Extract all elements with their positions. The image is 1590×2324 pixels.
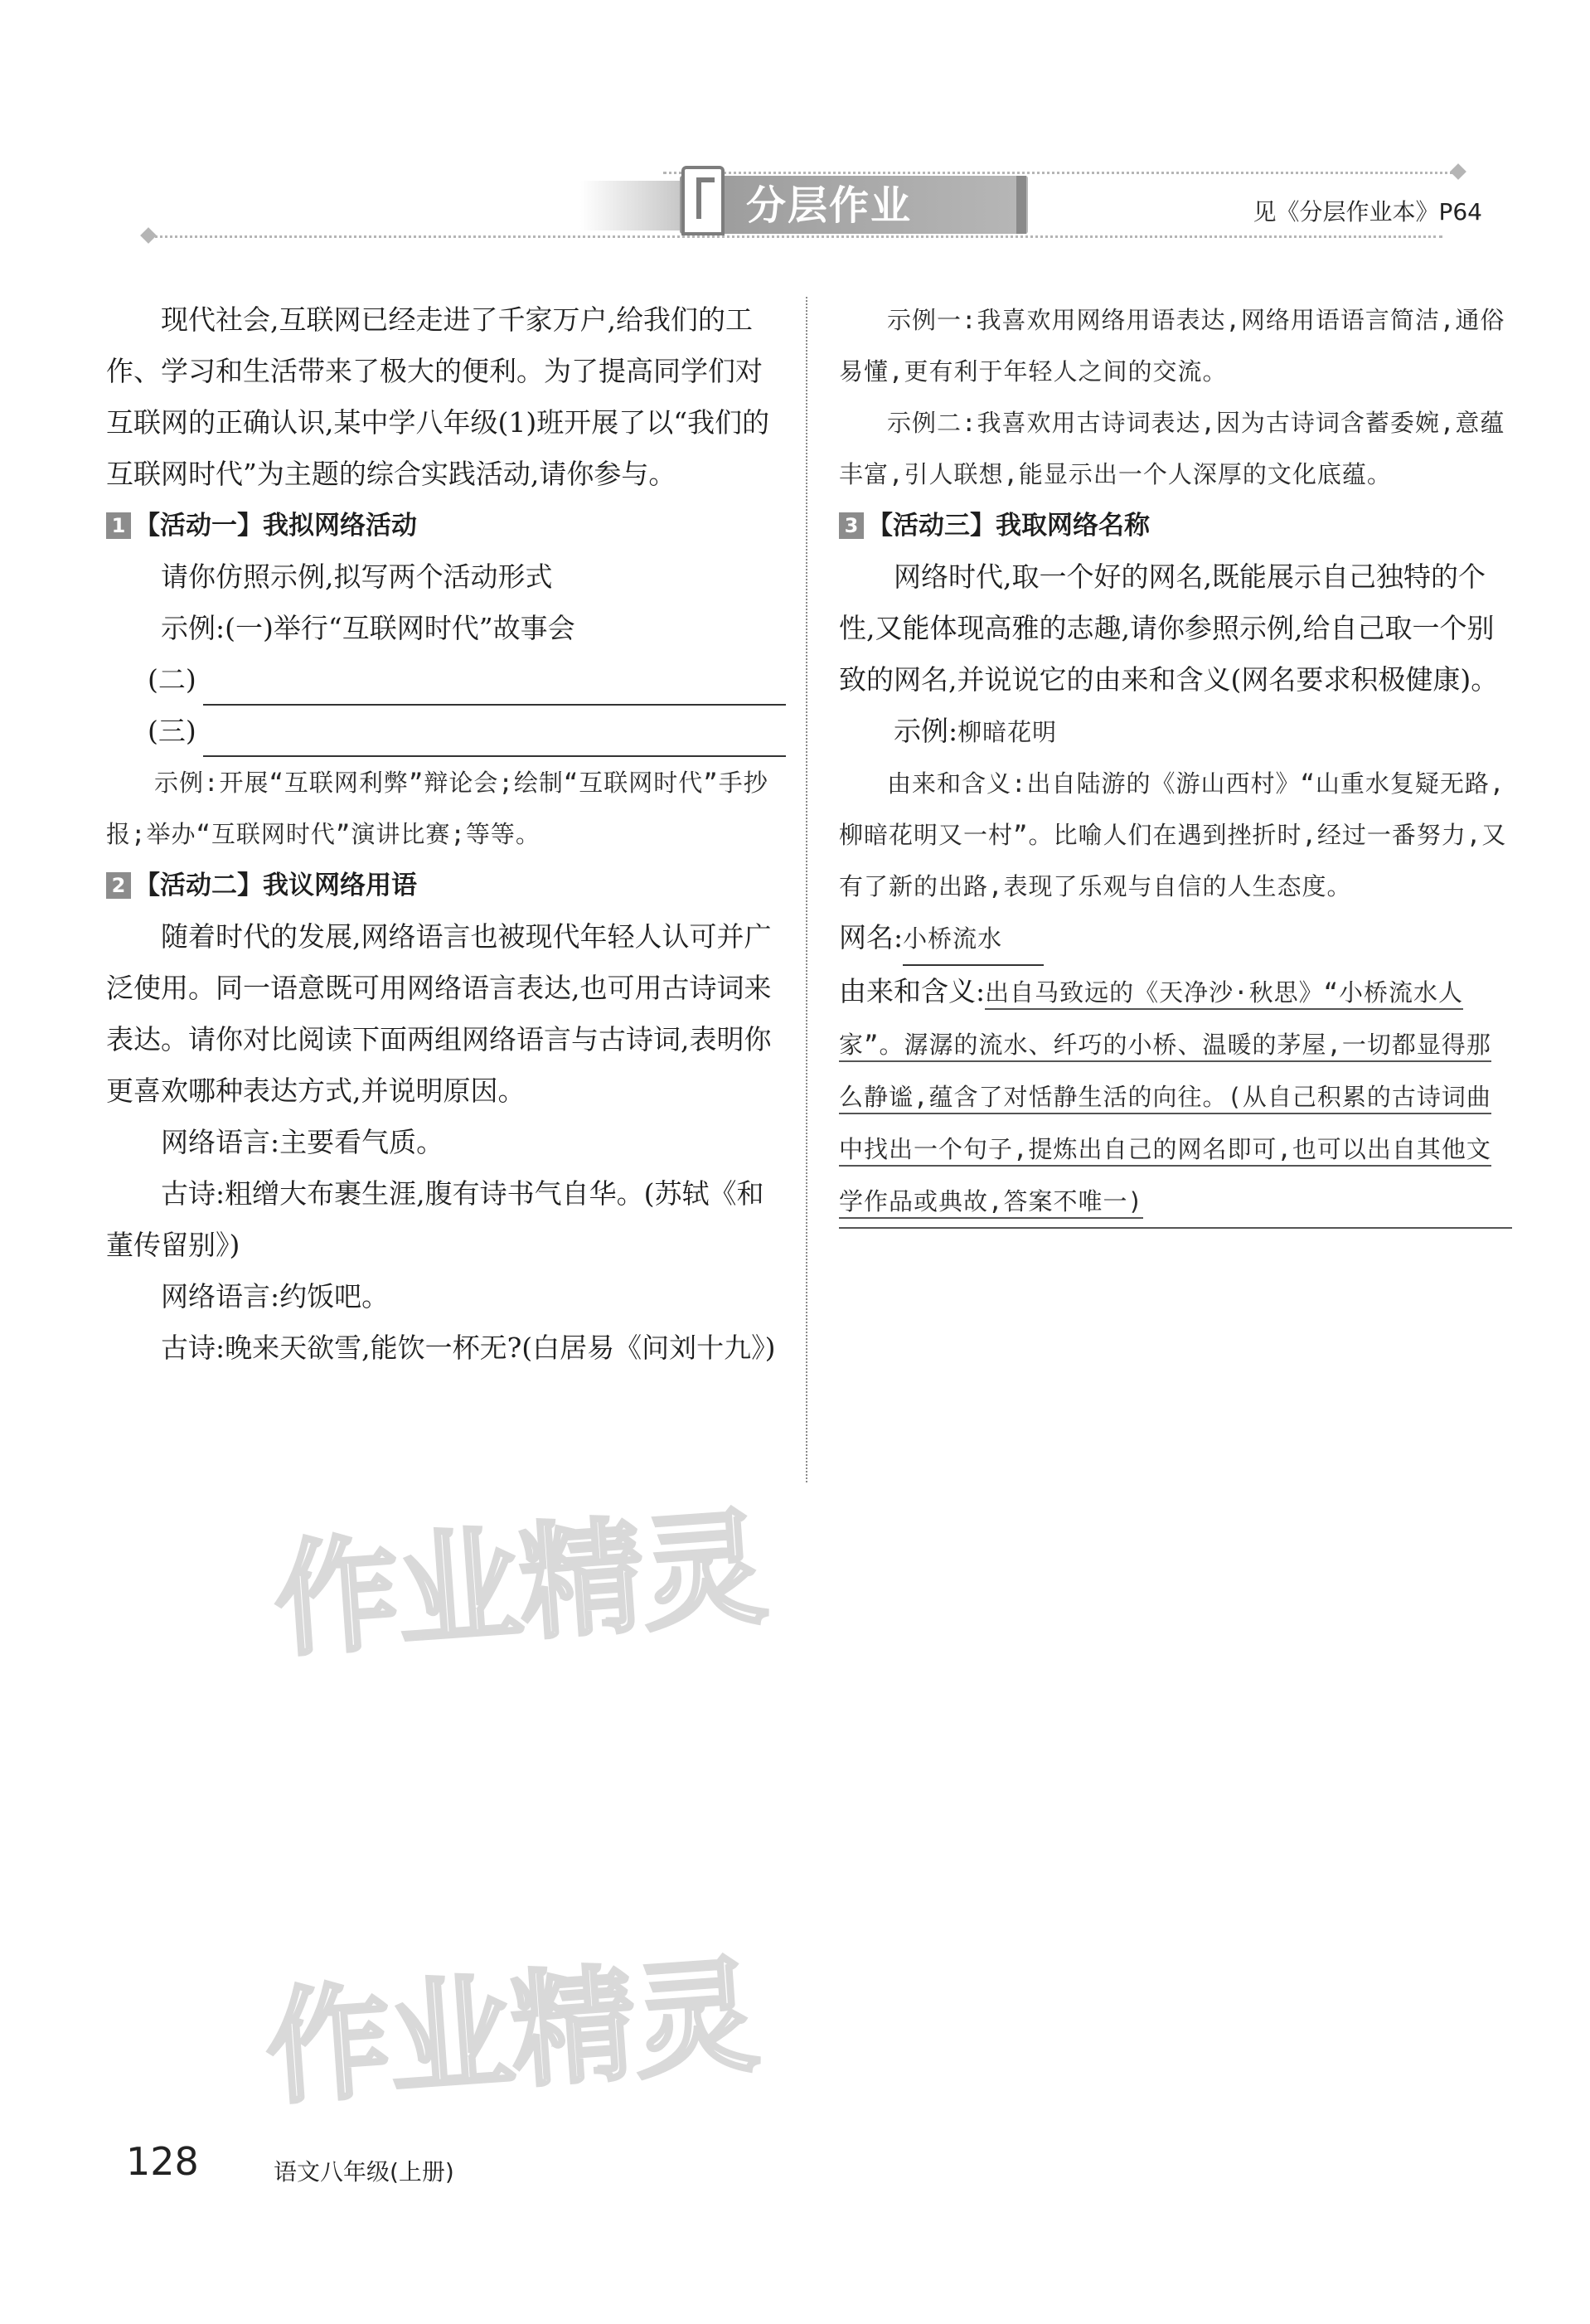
banner-tail	[1016, 176, 1026, 234]
header-rule-end-dot	[1450, 163, 1466, 180]
poem-1: 古诗:粗缯大布裹生涯,腹有诗书气自华。(苏轼《和董传留别》)	[106, 1177, 764, 1261]
activity-instruction: 请你仿照示例,拟写两个活动形式	[161, 560, 553, 593]
activity-1-answer: 示例:开展“互联网利弊”辩论会;绘制“互联网时代”手抄报;举办“互联网时代”演讲比赛;等等。	[106, 769, 768, 848]
section-1-heading	[106, 500, 786, 551]
activity-2-answer-1: 示例一:我喜欢用网络用语表达,网络用语语言简洁,通俗易懂,更有利于年轻人之间的交流。	[839, 306, 1505, 386]
activity-2-paragraph: 随着时代的发展,网络语言也被现代年轻人认可并广泛使用。同一语意既可用网络语言表达,也可用古诗词来表达。请你对比阅读下面两组网络语言与古诗词,表明你更喜欢哪种表达方式,并说明原因。	[106, 920, 772, 1107]
origin-label: 由来和含义:	[839, 975, 986, 1007]
net-language-1: 网络语言:主要看气质。	[161, 1126, 444, 1158]
answer-blank-3	[106, 706, 786, 757]
banner-fade	[580, 181, 680, 230]
book-title: 语文八年级(上册)	[274, 2158, 454, 2186]
netname-row	[839, 912, 1512, 966]
workbook-reference: 见《分层作业本》P64	[1253, 198, 1482, 226]
origin-answer-block	[839, 966, 1512, 1229]
section-number-badge: 1	[106, 512, 131, 539]
blank-label: (三)	[148, 715, 196, 747]
answer-line	[203, 671, 786, 706]
poem-2: 古诗:晚来天欲雪,能饮一杯无?(白居易《问刘十九》)	[161, 1332, 776, 1364]
origin-answer: 出自马致远的《天净沙·秋思》“小桥流水人家”。潺潺的流水、纤巧的小桥、温暖的茅屋,一切都显得那么静谧,蕴含了对恬静生活的向往。(从自己积累的古诗词曲中找出一个句子,提炼出自己的网名即可,也可以出自其他文学作品或典故,答案不唯一)	[839, 978, 1491, 1219]
banner-bookmark-icon	[681, 166, 725, 235]
answer-blank-2	[106, 654, 786, 706]
section-title: 【活动三】我取网络名称	[867, 511, 1150, 541]
blank-label: (二)	[148, 663, 196, 696]
section-2-heading	[106, 860, 786, 911]
answer-line	[203, 722, 786, 757]
netname-label: 网名:	[839, 921, 904, 953]
activity-example: 示例:(一)举行“互联网时代”故事会	[161, 612, 575, 644]
example-label: 示例:	[894, 715, 958, 747]
net-language-2: 网络语言:约饭吧。	[161, 1280, 390, 1312]
netname-answer: 小桥流水	[903, 913, 1044, 966]
page-number: 128	[126, 2139, 199, 2184]
activity-3-paragraph: 网络时代,取一个好的网名,既能展示自己独特的个性,又能体现高雅的志趣,请你参照示例,给自己取一个别致的网名,并说说它的由来和含义(网名要求积极健康)。	[839, 560, 1499, 696]
section-title: 【活动二】我议网络用语	[134, 871, 417, 900]
header-rule-start-dot	[140, 227, 157, 244]
section-3-heading	[839, 500, 1512, 551]
netname-example	[839, 706, 1512, 758]
section-number-badge: 3	[839, 512, 864, 539]
activity-2-answer-2: 示例二:我喜欢用古诗词表达,因为古诗词含蓄委婉,意蕴丰富,引人联想,能显示出一个人深厚的文化底蕴。	[839, 409, 1505, 488]
header-bottom-rule	[149, 235, 1442, 238]
left-column	[106, 294, 786, 1374]
watermark-top: 作业精灵	[269, 1496, 770, 1675]
column-divider	[806, 297, 807, 1482]
banner-title: 分层作业	[746, 182, 913, 229]
intro-paragraph: 现代社会,互联网已经走进了千家万户,给我们的工作、学习和生活带来了极大的便利。为了提高同学们对互联网的正确认识,某中学八年级(1)班开展了以“我们的互联网时代”为主题的综合实践活动,请你参与。	[106, 303, 770, 490]
watermark-bottom: 作业精灵	[261, 1943, 762, 2123]
netname-example-origin: 由来和含义:出自陆游的《游山西村》“山重水复疑无路,柳暗花明又一村”。比喻人们在遇到挫折时,经过一番努力,又有了新的出路,表现了乐观与自信的人生态度。	[839, 769, 1507, 900]
header-top-rule	[663, 172, 1459, 174]
section-title: 【活动一】我拟网络活动	[134, 511, 417, 541]
section-number-badge: 2	[106, 872, 131, 899]
example-value: 柳暗花明	[957, 718, 1058, 746]
right-column	[839, 294, 1512, 1229]
